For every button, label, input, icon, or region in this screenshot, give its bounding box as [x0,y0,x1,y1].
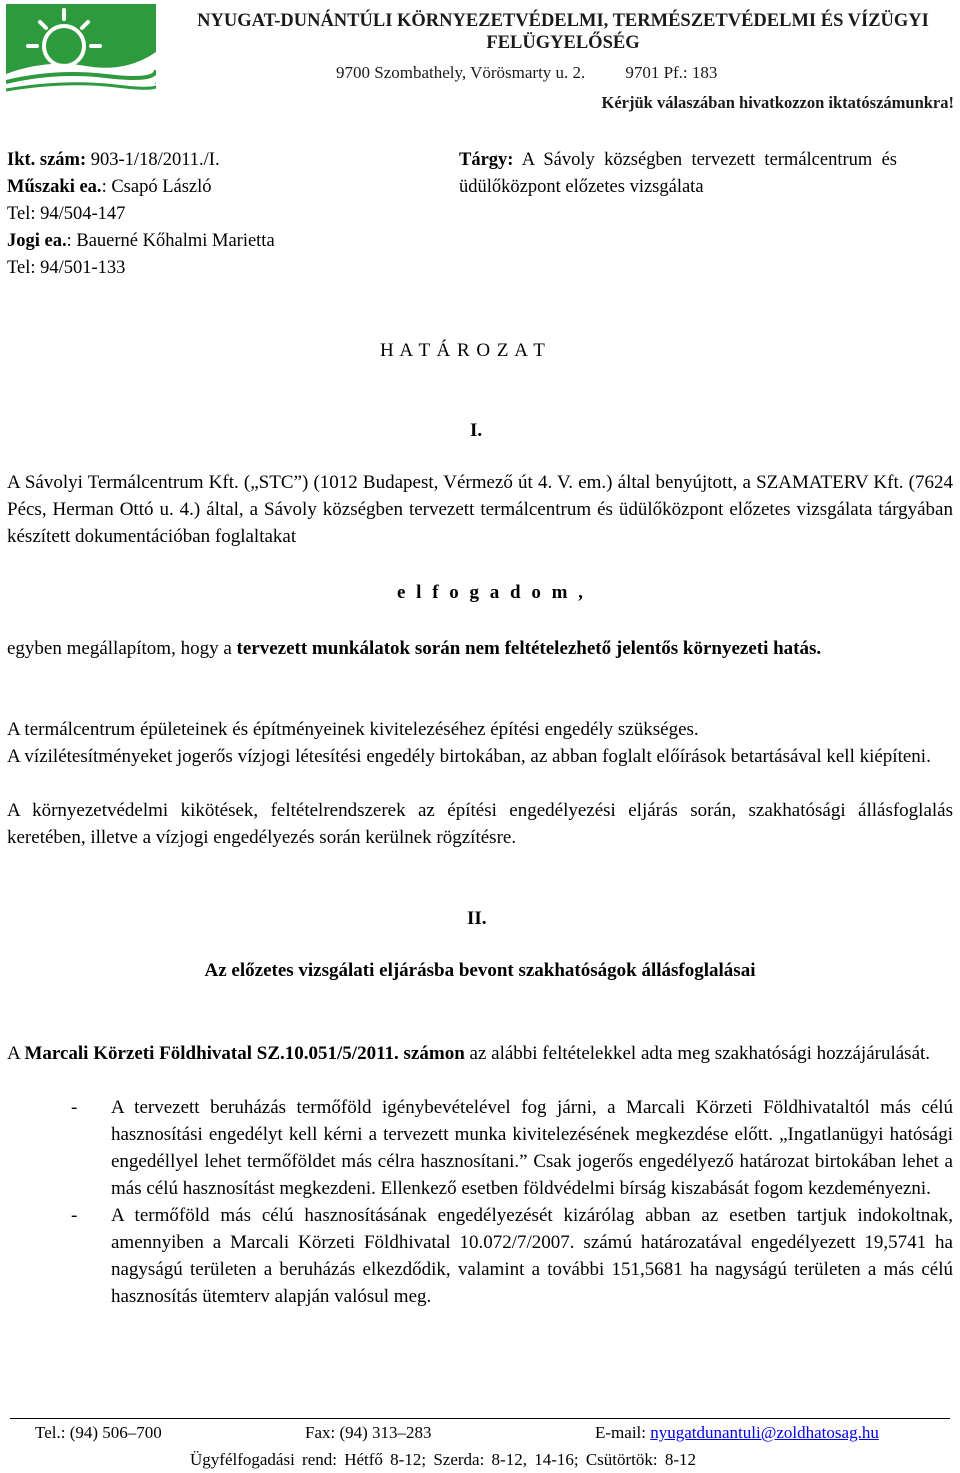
section-1-number: I. [470,420,483,441]
decision-title: H A T Á R O Z A T [380,340,546,361]
accept-statement: e l f o g a d o m , [397,582,586,603]
list-item [7,1094,953,1202]
paragraph-water-facilities: A vízilétesítményeket jogerős vízjogi létesítési engedély birtokában, az abban foglalt előírások betartásával kell kiépíteni. [7,746,931,767]
registration-label: Ikt. szám: [7,150,87,170]
finding-bold: tervezett munkálatok során nem feltételezhető jelentős környezeti hatás. [236,638,822,659]
finding-prefix: egyben megállapítom, hogy a [7,638,237,659]
technical-officer-label: Műszaki ea. [7,177,102,197]
registration-value: 903-1/18/2011./I. [90,150,220,170]
section-2-title: Az előzetes vizsgálati eljárásba bevont szakhatóságok állásfoglalásai [204,960,756,981]
finding-paragraph [7,635,953,662]
legal-officer-name: : Bauerné Kőhalmi Marietta [66,231,275,251]
condition-text: A tervezett beruházás termőföld igénybevételével fog járni, a Marcali Körzeti Földhivataltól más célú hasznosítási engedélyt kell kérni a tervezett munka kivitelezésének megkezdése előtt. „Ingatlanügyi hatósági engedéllyel lehet termőföldet más célra hasznosítani.” Csak jogerős engedélyező határozat birtokában lehet a más célú hasznosítást megkezdeni. Ellenkező esetben földvédelmi bírság kiszabását fogom kezdeményezni. [111,1097,953,1199]
organization-address [336,63,717,83]
email-link[interactable]: nyugatdunantuli@zoldhatosag.hu [650,1423,879,1442]
organization-name: NYUGAT-DUNÁNTÚLI KÖRNYEZETVÉDELMI, TERMÉSZETVÉDELMI ÉS VÍZÜGYI FELÜGYELŐSÉG [197,11,929,53]
technical-officer-phone: Tel: 94/504-147 [7,204,126,224]
street-address: 9700 Szombathely, Vörösmarty u. 2. [336,63,586,82]
land-office-reference: Marcali Körzeti Földhivatal SZ.10.051/5/2011. számon [24,1043,465,1064]
land-office-intro-a: A [7,1043,25,1064]
technical-officer-name: : Csapó László [101,177,212,197]
land-office-intro-b: az alábbi feltételekkel adta meg szakhatósági hozzájárulását. [464,1043,931,1064]
registration-number [7,147,275,174]
footer-email [595,1423,879,1443]
condition-text: A termőföld más célú hasznosításának engedélyezését kizárólag abban az esetben tartjuk indokoltnak, amennyiben a Marcali Körzeti Földhivatal 10.072/7/2007. számú határozatával engedélyezett 19,5741 ha nagyságú területen a beruházás elkezdődik, valamint a további 151,5681 ha nagyságú területen a más célú hasznosítás ütemterv alapján valósul meg. [111,1205,953,1307]
legal-officer-label: Jogi ea. [7,231,67,251]
paragraph-environmental-conditions: A környezetvédelmi kikötések, feltételrendszerek az építési engedélyezési eljárás során, szakhatósági állásfoglalás keretében, illetve a vízjogi engedélyezés során kerülnek rögzítésre. [7,800,953,848]
bullet-dash: - [71,1097,78,1118]
footer-fax: Fax: (94) 313–283 [305,1423,432,1442]
sun-landscape-logo-icon [6,4,156,94]
legal-officer [7,228,275,255]
bullet-dash: - [71,1205,78,1226]
footer-contacts [35,1423,935,1443]
case-metadata [7,147,275,282]
email-label: E-mail: [595,1423,651,1442]
legal-officer-phone: Tel: 94/501-133 [7,258,126,278]
paragraph-building-permit: A termálcentrum épületeinek és építményeinek kivitelezéséhez építési engedély szükséges. [7,719,699,740]
subject-block [459,147,897,201]
po-box: 9701 Pf.: 183 [625,63,718,82]
section-2-number: II. [467,908,487,929]
reference-note: Kérjük válaszában hivatkozzon iktatószámunkra! [601,93,954,112]
subject-text: A Sávoly községben tervezett termálcentrum és üdülőközpont előzetes vizsgálata [459,150,897,197]
footer-phone: Tel.: (94) 506–700 [35,1423,162,1442]
technical-officer [7,174,275,201]
office-hours: Ügyfélfogadási rend: Hétfő 8-12; Szerda: 8-12, 14-16; Csütörtök: 8-12 [190,1450,697,1469]
footer-divider [10,1418,950,1419]
land-office-intro [7,1040,953,1067]
subject-label: Tárgy: [459,150,514,170]
condition-list [7,1094,953,1310]
list-item [7,1202,953,1310]
logo [6,4,156,94]
decision-intro: A Sávolyi Termálcentrum Kft. („STC”) (1012 Budapest, Vérmező út 4. V. em.) által benyújtott, a SZAMATERV Kft. (7624 Pécs, Herman Ottó u. 4.) által, a Sávoly községben tervezett termálcentrum és üdülőközpont előzetes vizsgálata tárgyában készített dokumentációban foglaltakat [7,472,953,547]
